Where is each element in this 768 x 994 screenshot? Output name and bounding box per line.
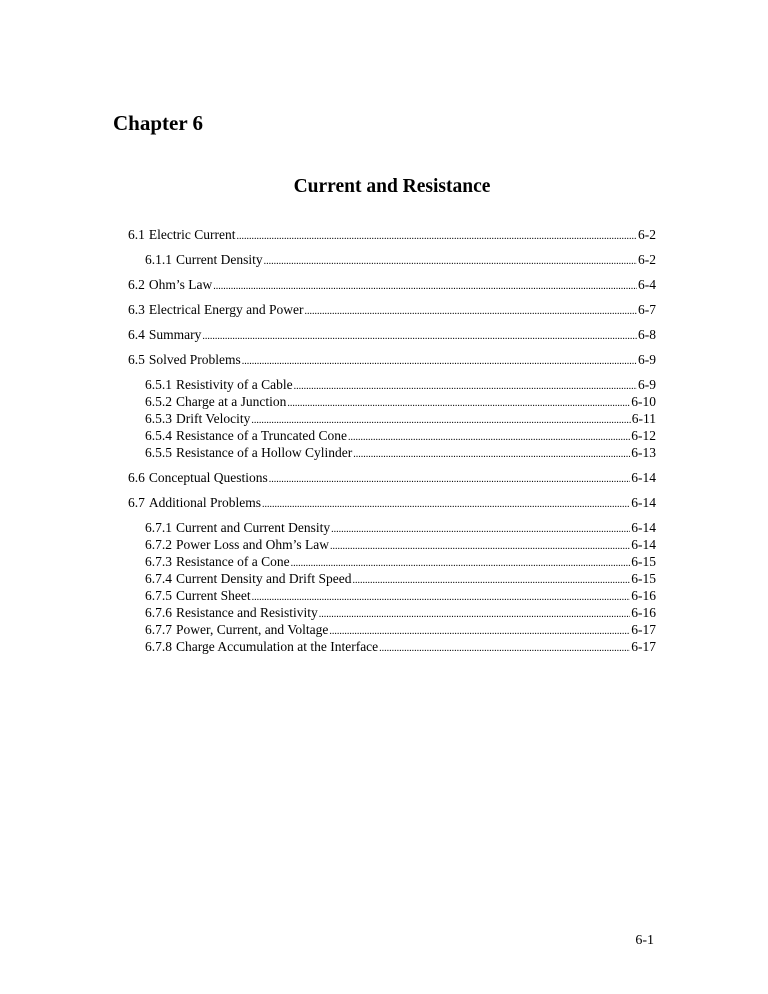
toc-entry — [145, 536, 656, 554]
toc-entry-page: 6-15 — [631, 554, 656, 569]
toc-entry-page: 6-2 — [638, 227, 656, 242]
toc-dot-leader — [353, 444, 630, 464]
toc-entry-title: Resistance and Resistivity — [176, 605, 318, 620]
toc-entry-page: 6-9 — [638, 352, 656, 367]
toc-entry-page: 6-15 — [631, 571, 656, 586]
toc-entry-title: Drift Velocity — [176, 411, 251, 426]
toc-entry-title: Electric Current — [148, 227, 236, 242]
toc-entry-number: 6.3 — [128, 302, 145, 317]
toc-dot-leader — [202, 326, 637, 346]
toc-entry — [128, 494, 656, 512]
toc-entry — [128, 226, 656, 244]
toc-entry — [145, 519, 656, 537]
toc-entry — [128, 326, 656, 344]
toc-dot-leader — [236, 226, 637, 246]
toc-entry-title: Current Density — [176, 252, 263, 267]
toc-entry — [145, 393, 656, 411]
toc-entry-page: 6-16 — [631, 605, 656, 620]
toc-entry-page: 6-8 — [638, 327, 656, 342]
toc-dot-leader — [264, 251, 637, 271]
toc-entry-number: 6.7.7 — [145, 622, 172, 637]
toc-entry-number: 6.7.6 — [145, 605, 172, 620]
toc-entry-page: 6-4 — [638, 277, 656, 292]
toc-dot-leader — [379, 638, 630, 658]
toc-entry — [128, 276, 656, 294]
toc-entry — [145, 570, 656, 588]
toc-entry-number: 6.7.2 — [145, 537, 172, 552]
toc-entry-title: Power, Current, and Voltage — [176, 622, 329, 637]
toc-entry — [145, 621, 656, 639]
toc-entry-page: 6-2 — [638, 252, 656, 267]
toc-entry-page: 6-17 — [631, 639, 656, 654]
toc-entry-number: 6.7 — [128, 495, 145, 510]
toc-dot-leader — [269, 469, 631, 489]
toc-entry-number: 6.6 — [128, 470, 145, 485]
toc-entry — [145, 444, 656, 462]
toc-entry-page: 6-16 — [631, 588, 656, 603]
chapter-title: Current and Resistance — [293, 176, 491, 197]
toc-dot-leader — [213, 276, 637, 296]
toc-entry-page: 6-9 — [638, 377, 656, 392]
toc-entry-title: Charge at a Junction — [176, 394, 287, 409]
toc-entry-page: 6-7 — [638, 302, 656, 317]
toc-entry-page: 6-11 — [631, 411, 656, 426]
toc-entry — [145, 587, 656, 605]
toc-entry-title: Power Loss and Ohm’s Law — [176, 537, 329, 552]
toc-entry-title: Electrical Energy and Power — [148, 302, 304, 317]
toc-entry-page: 6-17 — [631, 622, 656, 637]
toc-entry-title: Solved Problems — [148, 352, 241, 367]
toc-entry — [128, 301, 656, 319]
toc-entry — [145, 410, 656, 428]
toc-entry — [145, 638, 656, 656]
toc-entry-page: 6-13 — [631, 445, 656, 460]
toc-entry-title: Resistance of a Hollow Cylinder — [176, 445, 353, 460]
toc-entry-number: 6.5.5 — [145, 445, 172, 460]
toc-entry-title: Current Density and Drift Speed — [176, 571, 352, 586]
toc-dot-leader — [242, 351, 637, 371]
toc-entry-number: 6.4 — [128, 327, 145, 342]
toc-entry-page: 6-14 — [631, 495, 656, 510]
toc-entry — [128, 351, 656, 369]
toc-entry-title: Resistance of a Cone — [176, 554, 290, 569]
toc-entry-number: 6.2 — [128, 277, 145, 292]
toc-entry-title: Resistance of a Truncated Cone — [176, 428, 347, 443]
toc-entry-number: 6.7.8 — [145, 639, 172, 654]
toc-dot-leader — [262, 494, 630, 514]
toc-dot-leader — [304, 301, 637, 321]
toc-entry-title: Summary — [148, 327, 202, 342]
toc-entry-title: Conceptual Questions — [148, 470, 268, 485]
toc-entry — [145, 553, 656, 571]
toc-entry — [145, 376, 656, 394]
toc-entry-title: Current and Current Density — [176, 520, 331, 535]
toc-entry-number: 6.1.1 — [145, 252, 172, 267]
toc-entry-page: 6-12 — [631, 428, 656, 443]
toc-entry-title: Resistivity of a Cable — [176, 377, 293, 392]
toc-entry-page: 6-14 — [631, 520, 656, 535]
toc-entry-number: 6.1 — [128, 227, 145, 242]
toc-entry-title: Current Sheet — [176, 588, 251, 603]
toc-entry-number: 6.5.2 — [145, 394, 172, 409]
toc-entry-number: 6.5 — [128, 352, 145, 367]
toc-entry-number: 6.5.1 — [145, 377, 172, 392]
toc-entry-title: Ohm’s Law — [148, 277, 213, 292]
chapter-label: Chapter 6 — [113, 111, 204, 135]
toc-entry-number: 6.7.4 — [145, 571, 172, 586]
toc-entry-title: Charge Accumulation at the Interface — [176, 639, 379, 654]
toc-entry — [145, 251, 656, 269]
toc-entry — [128, 469, 656, 487]
page-number: 6-1 — [635, 933, 654, 948]
toc-entry-number: 6.7.1 — [145, 520, 172, 535]
toc-entry-title: Additional Problems — [148, 495, 261, 510]
toc-entry — [145, 427, 656, 445]
toc-entry-number: 6.7.5 — [145, 588, 172, 603]
toc-entry-page: 6-14 — [631, 470, 656, 485]
toc-entry-number: 6.5.3 — [145, 411, 172, 426]
toc-entry-page: 6-14 — [631, 537, 656, 552]
toc-entry-page: 6-10 — [631, 394, 656, 409]
toc-entry-number: 6.7.3 — [145, 554, 172, 569]
toc-entry — [145, 604, 656, 622]
toc-entry-number: 6.5.4 — [145, 428, 172, 443]
